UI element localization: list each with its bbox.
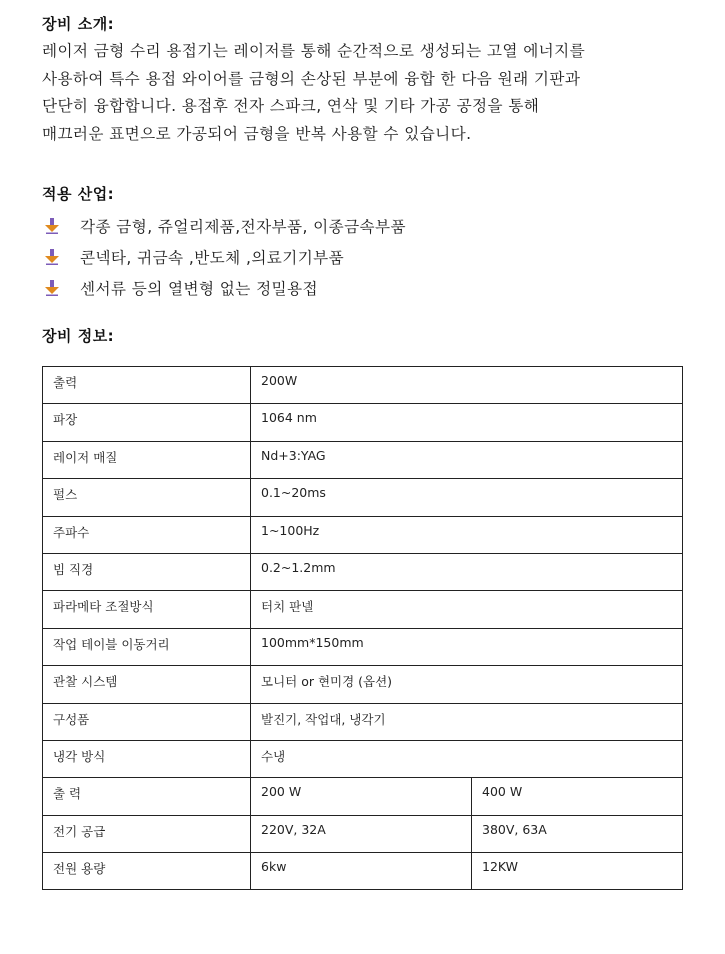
spec-value-cell: 1064 nm (251, 404, 683, 441)
spec-label-cell: 레이저 매질 (43, 441, 251, 478)
spec-row (43, 367, 683, 404)
spec-value-cell: 1~100Hz (251, 516, 683, 553)
spec-value-cell: 0.1~20ms (251, 479, 683, 516)
spec-row (43, 479, 683, 516)
industry-item (42, 210, 406, 241)
spec-label-cell: 냉각 방식 (43, 740, 251, 777)
spec-value-cell: 380V, 63A (472, 815, 683, 852)
spec-value-cell: 100mm*150mm (251, 628, 683, 665)
spec-row (43, 553, 683, 590)
spec-label-cell: 파라메타 조절방식 (43, 591, 251, 628)
specs-heading: 장비 정보: (42, 327, 115, 345)
spec-label-cell: 전원 용량 (43, 853, 251, 890)
spec-value-cell: 발진기, 작업대, 냉각기 (251, 703, 683, 740)
spec-value-cell: 6kw (251, 853, 472, 890)
industries-heading: 적용 산업: (42, 185, 115, 203)
spec-value-cell: 수냉 (251, 740, 683, 777)
industry-item-label: 각종 금형, 쥬얼리제품,전자부품, 이종금속부품 (80, 217, 406, 236)
spec-row (43, 591, 683, 628)
spec-label-cell: 전기 공급 (43, 815, 251, 852)
spec-row (43, 853, 683, 890)
down-arrow-icon (42, 248, 62, 266)
spec-value-cell: 400 W (472, 778, 683, 815)
industry-item (42, 241, 406, 272)
spec-label-cell: 출력 (43, 367, 251, 404)
spec-label-cell: 펄스 (43, 479, 251, 516)
spec-label-cell: 출 력 (43, 778, 251, 815)
intro-heading: 장비 소개: (42, 15, 115, 33)
spec-label-cell: 구성품 (43, 703, 251, 740)
spec-label-cell: 작업 테이블 이동거리 (43, 628, 251, 665)
spec-row (43, 516, 683, 553)
spec-value-cell: 200 W (251, 778, 472, 815)
spec-value-cell: 12KW (472, 853, 683, 890)
spec-table (42, 366, 683, 890)
spec-label-cell: 빔 직경 (43, 553, 251, 590)
spec-row (43, 815, 683, 852)
industry-item-label: 센서류 등의 열변형 없는 정밀용접 (80, 279, 318, 298)
spec-row (43, 628, 683, 665)
spec-value-cell: 200W (251, 367, 683, 404)
spec-value-cell: 터치 판넬 (251, 591, 683, 628)
spec-row (43, 404, 683, 441)
spec-row (43, 740, 683, 777)
spec-label-cell: 주파수 (43, 516, 251, 553)
spec-row (43, 441, 683, 478)
spec-value-cell: 220V, 32A (251, 815, 472, 852)
industries-list (42, 210, 406, 303)
intro-paragraph: 레이저 금형 수리 용접기는 레이저를 통해 순간적으로 생성되는 고열 에너지를 사용하여 특수 용접 와이어를 금형의 손상된 부분에 융합 한 다음 원래 기판과 단단히 융합합니다. 용접후 전자 스파크, 연삭 및 기타 가공 공정을 통해 매끄러운 표면으로 가공되어 금형을 반복 사용할 수 있습니다. (42, 42, 586, 144)
industry-item-label: 콘넥타, 귀금속 ,반도체 ,의료기기부품 (80, 248, 345, 267)
down-arrow-icon (42, 279, 62, 297)
spec-row (43, 703, 683, 740)
spec-label-cell: 파장 (43, 404, 251, 441)
spec-value-cell: Nd+3:YAG (251, 441, 683, 478)
industry-item (42, 272, 406, 303)
spec-label-cell: 관찰 시스템 (43, 666, 251, 703)
spec-value-cell: 모니터 or 현미경 (옵션) (251, 666, 683, 703)
down-arrow-icon (42, 217, 62, 235)
spec-value-cell: 0.2~1.2mm (251, 553, 683, 590)
spec-row (43, 666, 683, 703)
spec-row (43, 778, 683, 815)
